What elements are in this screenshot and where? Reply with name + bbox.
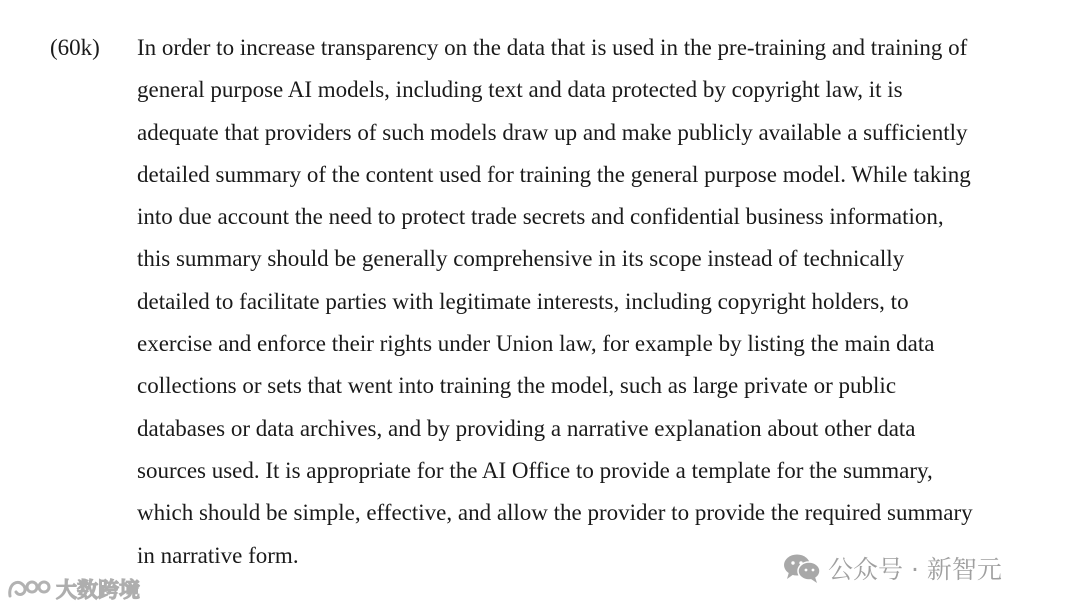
logo-swirl-icon: [6, 576, 52, 602]
clause-line: this summary should be generally comprehensive in its scope instead of technically: [137, 246, 905, 272]
clause-line: In order to increase transparency on the data that is used in the pre-training and training of: [137, 35, 968, 60]
clause-line: in narrative form.: [137, 542, 299, 568]
clause-line: sources used. It is appropriate for the AI Office to provide a template for the summary,: [137, 457, 933, 483]
wechat-icon: [782, 552, 822, 584]
clause-line: which should be simple, effective, and allow the provider to provide the required summary: [137, 500, 973, 526]
watermark-logo: [6, 574, 140, 604]
clause-line: exercise and enforce their rights under Union law, for example by listing the main data: [137, 331, 935, 357]
watermark-wechat-text: 公众号 · 新智元: [828, 555, 1002, 584]
clause-line: detailed summary of the content used for training the general purpose model. While taking: [137, 161, 971, 187]
watermark-wechat: [782, 550, 1002, 586]
clause-line: into due account the need to protect trade secrets and confidential business information,: [137, 204, 944, 230]
clause-line: collections or sets that went into training the model, such as large private or public: [137, 373, 897, 399]
clause-line: detailed to facilitate parties with legitimate interests, including copyright holders, to: [137, 288, 909, 314]
clause-body: [137, 33, 1042, 583]
watermark-logo-text: 大数跨境: [56, 578, 140, 602]
clause-number: (60k): [50, 35, 100, 60]
clause-line: general purpose AI models, including text and data protected by copyright law, it is: [137, 77, 903, 103]
clause-line: adequate that providers of such models draw up and make publicly available a sufficiently: [137, 119, 968, 145]
clause-line: databases or data archives, and by providing a narrative explanation about other data: [137, 415, 916, 441]
